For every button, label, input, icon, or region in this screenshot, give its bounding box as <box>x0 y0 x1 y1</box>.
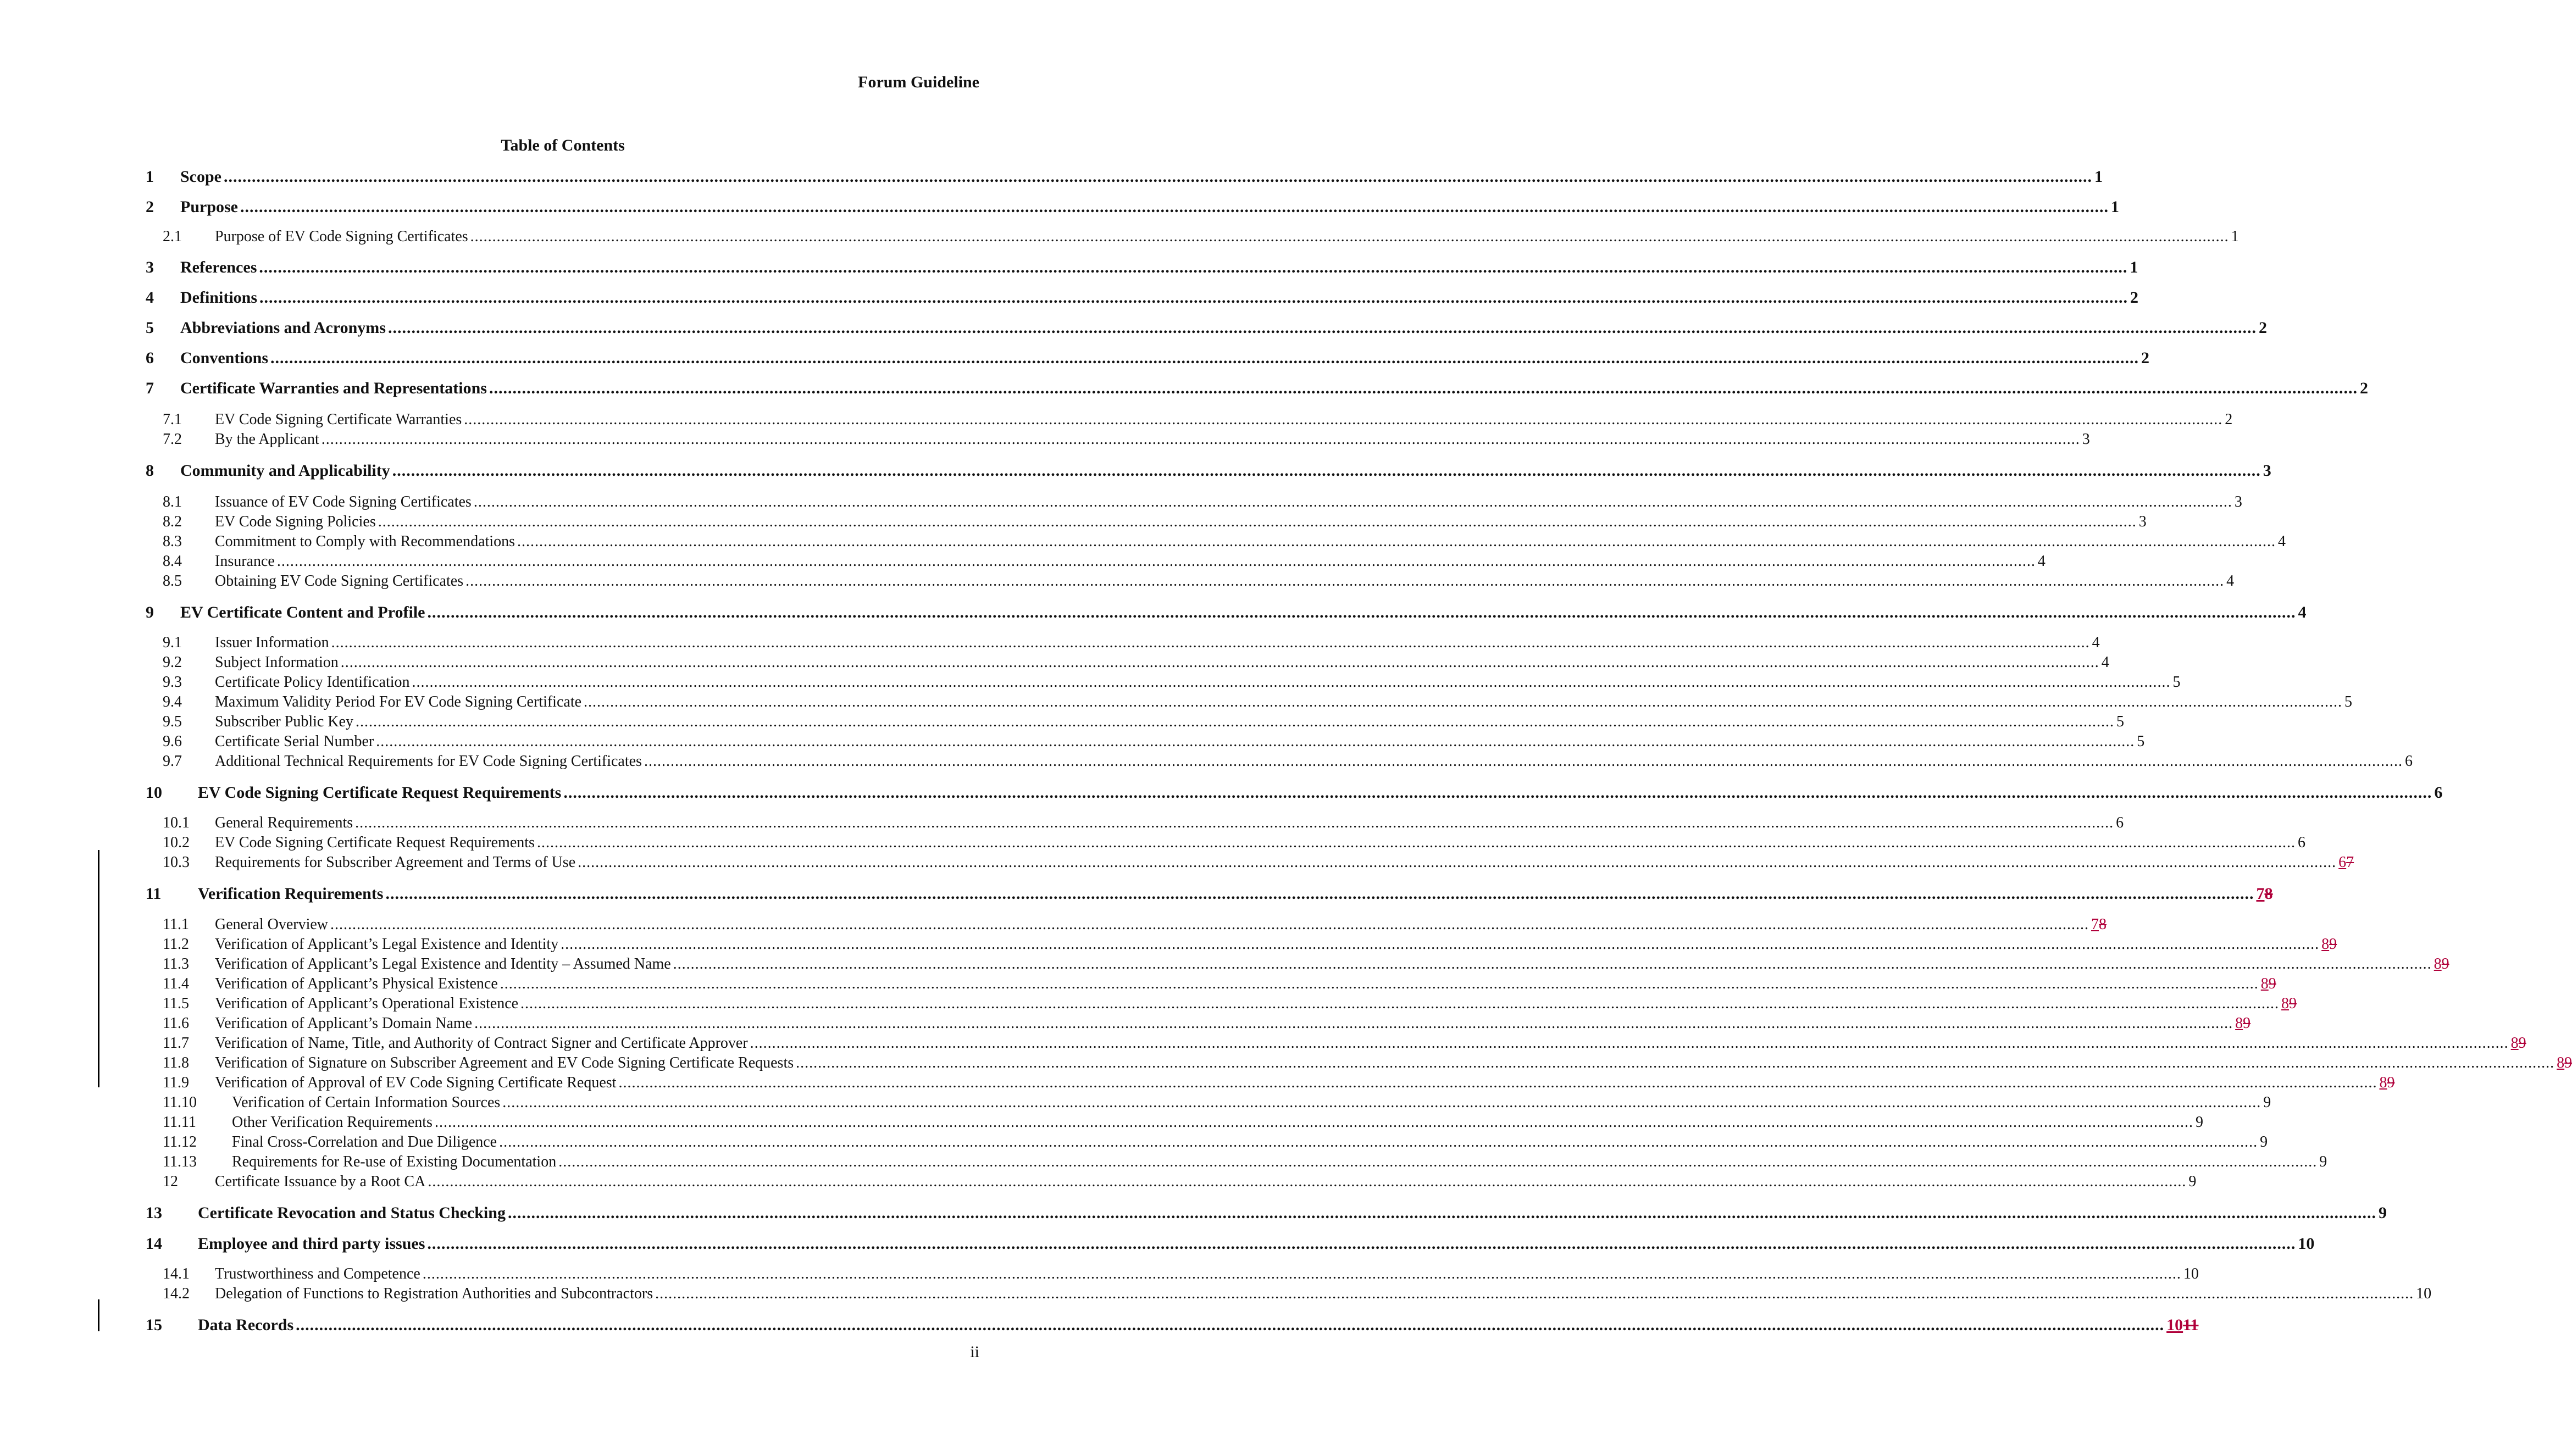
toc-entry[interactable] <box>0 288 2139 310</box>
dot-leader: ................................................................................................................................................................................................................................................................................................................................................................................................................ <box>520 995 2280 1012</box>
toc-entry-title: Certificate Serial Number <box>215 733 376 751</box>
toc-entry[interactable] <box>0 168 2103 190</box>
toc-entry-number: 11.10 <box>163 1094 197 1111</box>
dot-leader: ................................................................................................................................................................................................................................................................................................................................................................................................................ <box>502 1094 2261 1111</box>
toc-entry-title: Verification of Applicant’s Physical Existence <box>215 975 500 993</box>
toc-entry-page: 6 <box>2403 753 2413 770</box>
toc-entry-title: Verification of Applicant’s Operational Existence <box>215 995 520 1013</box>
toc-entry-number: 2.1 <box>163 228 182 245</box>
toc-entry-number: 11.12 <box>163 1133 197 1151</box>
dot-leader: ................................................................................................................................................................................................................................................................................................................................................................................................................ <box>536 834 2296 851</box>
toc-entry[interactable] <box>0 1054 2572 1076</box>
toc-entry-title: Verification of Applicant’s Legal Existence and Identity – Assumed Name <box>215 955 673 973</box>
toc-entry-title: Data Records <box>198 1316 296 1335</box>
toc-entry-page: 9 <box>2193 1114 2203 1131</box>
toc-entry-number: 4 <box>146 288 154 307</box>
toc-entry[interactable] <box>0 513 2147 535</box>
toc-entry[interactable] <box>0 936 2337 958</box>
toc-entry-page: 5 <box>2171 674 2181 691</box>
dot-leader: ................................................................................................................................................................................................................................................................................................................................................................................................................ <box>618 1074 2377 1091</box>
dot-leader: ................................................................................................................................................................................................................................................................................................................................................................................................................ <box>331 634 2090 651</box>
toc-entry[interactable] <box>0 713 2124 735</box>
dot-leader: ................................................................................................................................................................................................................................................................................................................................................................................................................ <box>387 319 2257 337</box>
toc-entry-page <box>2377 1074 2394 1092</box>
toc-entry-page: 2 <box>2139 349 2149 368</box>
toc-entry-title: EV Code Signing Certificate Request Requirements <box>215 834 537 852</box>
toc-entry[interactable] <box>0 654 2109 676</box>
dot-leader: ................................................................................................................................................................................................................................................................................................................................................................................................................ <box>259 258 2128 276</box>
toc-entry-page: 4 <box>2224 573 2234 590</box>
toc-entry[interactable] <box>0 533 2286 555</box>
toc-entry[interactable] <box>0 493 2242 515</box>
toc-entry-page: 4 <box>2099 654 2109 671</box>
dot-leader: ................................................................................................................................................................................................................................................................................................................................................................................................................ <box>655 1285 2414 1302</box>
deleted-page-number: 9 <box>2518 1035 2526 1052</box>
toc-entry-page: 9 <box>2376 1204 2387 1222</box>
toc-entry-number: 10 <box>146 783 162 802</box>
deleted-page-number: 8 <box>2264 885 2273 903</box>
toc-entry-title: Certificate Revocation and Status Checking <box>198 1204 508 1222</box>
toc-entry-number: 5 <box>146 319 154 337</box>
toc-entry-title: Verification of Name, Title, and Authority of Contract Signer and Certificate Approver <box>215 1035 750 1052</box>
dot-leader: ................................................................................................................................................................................................................................................................................................................................................................................................................ <box>489 379 2358 397</box>
toc-entry[interactable] <box>0 1035 2526 1057</box>
toc-entry[interactable] <box>0 319 2267 341</box>
toc-entry-number: 8 <box>146 462 154 480</box>
dot-leader: ................................................................................................................................................................................................................................................................................................................................................................................................................ <box>296 1316 2165 1334</box>
toc-entry-number: 2 <box>146 198 154 216</box>
dot-leader: ................................................................................................................................................................................................................................................................................................................................................................................................................ <box>644 753 2403 770</box>
toc-entry-number: 11.7 <box>163 1035 189 1052</box>
dot-leader: ................................................................................................................................................................................................................................................................................................................................................................................................................ <box>321 431 2080 448</box>
dot-leader: ................................................................................................................................................................................................................................................................................................................................................................................................................ <box>427 1235 2296 1253</box>
toc-entry-title: Verification of Applicant’s Legal Existence and Identity <box>215 936 561 953</box>
deleted-page-number: 7 <box>2346 854 2354 871</box>
toc-entry-number: 8.5 <box>163 573 182 590</box>
toc-entry-page: 3 <box>2080 431 2090 448</box>
toc-entry-number: 9.4 <box>163 693 182 710</box>
toc-entry-number: 12 <box>163 1173 178 1190</box>
toc-entry-page: 3 <box>2261 462 2271 480</box>
toc-entry-title: Purpose <box>180 198 240 216</box>
dot-leader: ................................................................................................................................................................................................................................................................................................................................................................................................................ <box>507 1204 2376 1222</box>
inserted-page-number: 8 <box>2321 936 2330 953</box>
toc-entry-number: 11.3 <box>163 955 189 972</box>
toc-entry[interactable] <box>0 916 2107 938</box>
toc-entry-title: Commitment to Comply with Recommendations <box>215 533 517 551</box>
toc-entry-number: 14.1 <box>163 1265 190 1282</box>
toc-entry[interactable] <box>0 955 2449 977</box>
toc-entry-number: 11 <box>146 885 162 903</box>
toc-entry-title: Issuance of EV Code Signing Certificates <box>215 493 474 511</box>
dot-leader: ................................................................................................................................................................................................................................................................................................................................................................................................................ <box>673 955 2432 972</box>
toc-entry[interactable] <box>0 814 2124 836</box>
inserted-page-number: 8 <box>2260 975 2269 992</box>
toc-entry[interactable] <box>0 1235 2315 1257</box>
dot-leader: ................................................................................................................................................................................................................................................................................................................................................................................................................ <box>340 654 2099 671</box>
toc-entry-number: 9.2 <box>163 654 182 671</box>
toc-entry[interactable] <box>0 1133 2268 1155</box>
toc-entry[interactable] <box>0 258 2138 280</box>
toc-entry-title: Verification of Approval of EV Code Signing Certificate Request <box>215 1074 618 1092</box>
deleted-page-number: 11 <box>2183 1316 2199 1334</box>
toc-entry[interactable] <box>0 854 2354 876</box>
dot-leader: ................................................................................................................................................................................................................................................................................................................................................................................................................ <box>434 1114 2193 1131</box>
toc-entry-title: EV Code Signing Certificate Warranties <box>215 411 464 429</box>
toc-entry-number: 11.8 <box>163 1054 189 1071</box>
deleted-page-number: 9 <box>2387 1074 2395 1091</box>
toc-entry-number: 6 <box>146 349 154 367</box>
toc-entry-title: References <box>180 258 259 277</box>
toc-entry-page: 2 <box>2222 411 2232 429</box>
toc-entry-number: 9.6 <box>163 733 182 750</box>
toc-entry[interactable] <box>0 733 2145 755</box>
toc-entry-title: Abbreviations and Acronyms <box>180 319 388 337</box>
inserted-page-number: 8 <box>2235 1015 2243 1032</box>
dot-leader: ................................................................................................................................................................................................................................................................................................................................................................................................................ <box>796 1054 2555 1071</box>
toc-entry-number: 7.2 <box>163 431 182 448</box>
toc-entry-title: Verification of Certain Information Sources <box>232 1094 502 1112</box>
deleted-page-number: 9 <box>2441 955 2449 972</box>
toc-entry[interactable] <box>0 1074 2395 1096</box>
toc-entry[interactable] <box>0 1265 2199 1287</box>
toc-entry[interactable] <box>0 1285 2432 1307</box>
toc-entry[interactable] <box>0 885 2273 907</box>
toc-entry[interactable] <box>0 1015 2251 1037</box>
toc-entry-page: 1 <box>2229 228 2239 246</box>
toc-entry-page: 5 <box>2135 733 2144 751</box>
toc-entry-number: 9.5 <box>163 713 182 730</box>
toc-entry-title: EV Code Signing Policies <box>215 513 378 531</box>
dot-leader: ................................................................................................................................................................................................................................................................................................................................................................................................................ <box>270 349 2139 367</box>
toc-entry-page: 10 <box>2181 1265 2199 1283</box>
inserted-page-number: 8 <box>2281 995 2290 1012</box>
toc-entry-page: 3 <box>2232 493 2242 511</box>
running-header: Forum Guideline <box>858 73 979 91</box>
toc-entry-number: 8.2 <box>163 513 182 530</box>
toc-entry-number: 11.1 <box>163 916 189 933</box>
toc-entry[interactable] <box>0 431 2090 453</box>
toc-entry-page <box>2164 1316 2198 1335</box>
toc-entry[interactable] <box>0 1204 2387 1226</box>
toc-entry[interactable] <box>0 753 2413 775</box>
toc-entry-page <box>2089 916 2107 933</box>
toc-entry-title: By the Applicant <box>215 431 322 448</box>
toc-entry-number: 10.1 <box>163 814 190 831</box>
toc-entry[interactable] <box>0 975 2276 997</box>
toc-entry-page <box>2336 854 2354 871</box>
toc-entry-title: Requirements for Subscriber Agreement and Terms of Use <box>215 854 578 871</box>
inserted-page-number: 6 <box>2338 854 2347 871</box>
toc-entry-title: Verification Requirements <box>198 885 385 903</box>
toc-entry[interactable] <box>0 834 2305 856</box>
toc-entry-number: 7.1 <box>163 411 182 428</box>
toc-entry-page: 6 <box>2296 834 2305 852</box>
toc-entry-page: 4 <box>2296 603 2306 622</box>
toc-entry[interactable] <box>0 198 2119 220</box>
toc-entry-title: Insurance <box>215 553 277 570</box>
toc-entry[interactable] <box>0 783 2443 805</box>
toc-entry-title: Subscriber Public Key <box>215 713 356 731</box>
toc-entry-title: Verification of Signature on Subscriber Agreement and EV Code Signing Certificate Requests <box>215 1054 796 1072</box>
dot-leader: ................................................................................................................................................................................................................................................................................................................................................................................................................ <box>427 603 2296 621</box>
inserted-page-number: 7 <box>2256 885 2265 903</box>
toc-entry-page: 10 <box>2414 1285 2431 1303</box>
toc-entry-page: 1 <box>2127 258 2138 277</box>
inserted-page-number: 10 <box>2166 1316 2183 1334</box>
toc-entry-title: Certificate Warranties and Representations <box>180 379 489 398</box>
dot-leader: ................................................................................................................................................................................................................................................................................................................................................................................................................ <box>561 936 2320 953</box>
dot-leader: ................................................................................................................................................................................................................................................................................................................................................................................................................ <box>500 975 2259 992</box>
toc-heading: Table of Contents <box>501 136 625 154</box>
dot-leader: ................................................................................................................................................................................................................................................................................................................................................................................................................ <box>330 916 2089 933</box>
dot-leader: ................................................................................................................................................................................................................................................................................................................................................................................................................ <box>355 713 2114 730</box>
dot-leader: ................................................................................................................................................................................................................................................................................................................................................................................................................ <box>224 168 2092 186</box>
toc-entry-number: 15 <box>146 1316 162 1334</box>
deleted-page-number: 9 <box>2329 936 2337 953</box>
toc-entry-title: Scope <box>180 168 224 186</box>
toc-entry-page: 3 <box>2137 513 2147 531</box>
toc-entry-number: 11.9 <box>163 1074 189 1091</box>
page-number: ii <box>970 1343 979 1361</box>
toc-entry-page <box>2319 936 2337 953</box>
dot-leader: ................................................................................................................................................................................................................................................................................................................................................................................................................ <box>558 1153 2318 1170</box>
toc-entry-number: 8.3 <box>163 533 182 550</box>
toc-entry-title: Conventions <box>180 349 270 368</box>
toc-entry-title: Obtaining EV Code Signing Certificates <box>215 573 465 590</box>
inserted-page-number: 7 <box>2091 916 2099 933</box>
toc-entry-title: EV Certificate Content and Profile <box>180 603 427 622</box>
toc-entry[interactable] <box>0 1114 2203 1136</box>
deleted-page-number: 8 <box>2099 916 2107 933</box>
toc-entry-number: 11.2 <box>163 936 189 953</box>
dot-leader: ................................................................................................................................................................................................................................................................................................................................................................................................................ <box>385 885 2254 903</box>
toc-entry-title: Certificate Issuance by a Root CA <box>215 1173 428 1191</box>
toc-entry-title: EV Code Signing Certificate Request Requirements <box>198 783 563 802</box>
dot-leader: ................................................................................................................................................................................................................................................................................................................................................................................................................ <box>428 1173 2187 1190</box>
toc-entry-page: 4 <box>2276 533 2286 551</box>
deleted-page-number: 9 <box>2243 1015 2251 1032</box>
dot-leader: ................................................................................................................................................................................................................................................................................................................................................................................................................ <box>259 288 2128 307</box>
toc-entry[interactable] <box>0 462 2271 484</box>
toc-entry[interactable] <box>0 1153 2327 1175</box>
toc-entry-title: Final Cross-Correlation and Due Diligence <box>232 1133 499 1151</box>
toc-entry-number: 8.4 <box>163 553 182 570</box>
change-bar <box>98 850 99 1087</box>
toc-entry-title: Subject Information <box>215 654 341 671</box>
toc-entry-title: Requirements for Re-use of Existing Documentation <box>232 1153 558 1171</box>
toc-entry-number: 11.4 <box>163 975 189 992</box>
dot-leader: ................................................................................................................................................................................................................................................................................................................................................................................................................ <box>578 854 2337 871</box>
dot-leader: ................................................................................................................................................................................................................................................................................................................................................................................................................ <box>464 411 2223 428</box>
toc-entry[interactable] <box>0 349 2150 371</box>
toc-entry[interactable] <box>0 1094 2271 1116</box>
toc-entry-number: 13 <box>146 1204 162 1222</box>
toc-entry-page <box>2432 955 2449 973</box>
deleted-page-number: 9 <box>2289 995 2297 1012</box>
toc-entry-title: Trustworthiness and Competence <box>215 1265 423 1283</box>
dot-leader: ................................................................................................................................................................................................................................................................................................................................................................................................................ <box>276 553 2036 570</box>
toc-entry-title: General Overview <box>215 916 330 933</box>
toc-entry-number: 1 <box>146 168 154 186</box>
toc-entry-number: 11.11 <box>163 1114 196 1131</box>
toc-entry-title: Issuer Information <box>215 634 331 652</box>
toc-entry-page: 2 <box>2358 379 2368 398</box>
dot-leader: ................................................................................................................................................................................................................................................................................................................................................................................................................ <box>355 814 2114 831</box>
toc-entry-title: Other Verification Requirements <box>232 1114 435 1131</box>
toc-entry-page: 6 <box>2114 814 2124 832</box>
toc-entry-number: 9.1 <box>163 634 182 651</box>
toc-entry-number: 10.2 <box>163 834 190 851</box>
toc-entry-number: 11.13 <box>163 1153 197 1170</box>
dot-leader: ................................................................................................................................................................................................................................................................................................................................................................................................................ <box>750 1035 2509 1052</box>
toc-entry-number: 10.3 <box>163 854 190 871</box>
toc-entry-number: 3 <box>146 258 154 276</box>
dot-leader: ................................................................................................................................................................................................................................................................................................................................................................................................................ <box>240 198 2109 216</box>
toc-entry-number: 9.7 <box>163 753 182 770</box>
toc-entry[interactable] <box>0 634 2100 656</box>
toc-entry-page: 9 <box>2258 1133 2268 1151</box>
toc-entry[interactable] <box>0 228 2239 250</box>
inserted-page-number: 8 <box>2557 1054 2565 1071</box>
toc-entry[interactable] <box>0 379 2368 401</box>
toc-entry-title: Additional Technical Requirements for EV Code Signing Certificates <box>215 753 644 770</box>
toc-entry-title: General Requirements <box>215 814 355 832</box>
toc-entry-number: 9 <box>146 603 154 621</box>
toc-entry-page: 4 <box>2036 553 2046 570</box>
toc-entry-title: Purpose of EV Code Signing Certificates <box>215 228 470 246</box>
toc-entry-number: 11.6 <box>163 1015 189 1032</box>
dot-leader: ................................................................................................................................................................................................................................................................................................................................................................................................................ <box>563 783 2432 802</box>
dot-leader: ................................................................................................................................................................................................................................................................................................................................................................................................................ <box>517 533 2276 550</box>
toc-entry-page <box>2259 975 2276 993</box>
toc-entry-title: Verification of Applicant’s Domain Name <box>215 1015 474 1032</box>
toc-entry-number: 9.3 <box>163 674 182 691</box>
toc-entry[interactable] <box>0 1173 2197 1195</box>
dot-leader: ................................................................................................................................................................................................................................................................................................................................................................................................................ <box>584 693 2343 710</box>
toc-entry-page: 2 <box>2128 288 2138 307</box>
deleted-page-number: 9 <box>2268 975 2276 992</box>
toc-entry[interactable] <box>0 553 2046 575</box>
toc-entry-title: Certificate Policy Identification <box>215 674 412 691</box>
toc-entry-page: 5 <box>2114 713 2124 731</box>
toc-entry[interactable] <box>0 693 2353 715</box>
toc-entry-title: Definitions <box>180 288 259 307</box>
toc-entry-page: 4 <box>2090 634 2100 652</box>
toc-entry-page <box>2509 1035 2526 1052</box>
change-bar <box>98 1299 99 1331</box>
dot-leader: ................................................................................................................................................................................................................................................................................................................................................................................................................ <box>473 493 2232 510</box>
dot-leader: ................................................................................................................................................................................................................................................................................................................................................................................................................ <box>422 1265 2181 1282</box>
toc-entry-page: 1 <box>2092 168 2103 186</box>
toc-entry-number: 8.1 <box>163 493 182 510</box>
toc-entry-page: 5 <box>2342 693 2352 711</box>
toc-entry-title: Delegation of Functions to Registration Authorities and Subcontractors <box>215 1285 655 1303</box>
inserted-page-number: 8 <box>2510 1035 2519 1052</box>
toc-entry[interactable] <box>0 603 2307 625</box>
toc-entry-page: 6 <box>2432 783 2442 802</box>
toc-entry-page <box>2279 995 2297 1013</box>
toc-entry-title: Employee and third party issues <box>198 1235 427 1253</box>
toc-entry[interactable] <box>0 573 2235 594</box>
toc-entry-page: 10 <box>2296 1235 2314 1253</box>
toc-entry-page: 9 <box>2186 1173 2196 1191</box>
toc-entry-page <box>2254 885 2272 903</box>
toc-entry-number: 14.2 <box>163 1285 190 1302</box>
dot-leader: ................................................................................................................................................................................................................................................................................................................................................................................................................ <box>412 674 2171 691</box>
deleted-page-number: 9 <box>2564 1054 2572 1071</box>
toc-entry[interactable] <box>0 995 2297 1017</box>
toc-entry-page <box>2233 1015 2250 1032</box>
toc-entry-page: 1 <box>2109 198 2119 216</box>
toc-entry-title: Community and Applicability <box>180 462 392 480</box>
dot-leader: ................................................................................................................................................................................................................................................................................................................................................................................................................ <box>376 733 2135 750</box>
dot-leader: ................................................................................................................................................................................................................................................................................................................................................................................................................ <box>392 462 2261 480</box>
inserted-page-number: 8 <box>2379 1074 2387 1091</box>
dot-leader: ................................................................................................................................................................................................................................................................................................................................................................................................................ <box>378 513 2137 530</box>
dot-leader: ................................................................................................................................................................................................................................................................................................................................................................................................................ <box>465 573 2225 590</box>
toc-entry[interactable] <box>0 1316 2199 1338</box>
toc-entry-page: 9 <box>2261 1094 2271 1112</box>
toc-entry-number: 14 <box>146 1235 162 1253</box>
dot-leader: ................................................................................................................................................................................................................................................................................................................................................................................................................ <box>499 1133 2258 1151</box>
toc-entry-page <box>2554 1054 2572 1072</box>
dot-leader: ................................................................................................................................................................................................................................................................................................................................................................................................................ <box>470 228 2229 245</box>
toc-entry[interactable] <box>0 674 2181 696</box>
toc-entry-page: 9 <box>2317 1153 2327 1171</box>
toc-entry-number: 7 <box>146 379 154 397</box>
dot-leader: ................................................................................................................................................................................................................................................................................................................................................................................................................ <box>474 1015 2233 1032</box>
toc-entry-number: 11.5 <box>163 995 189 1012</box>
toc-entry-title: Maximum Validity Period For EV Code Signing Certificate <box>215 693 584 711</box>
toc-entry-page: 2 <box>2257 319 2267 337</box>
toc-entry[interactable] <box>0 411 2233 433</box>
inserted-page-number: 8 <box>2434 955 2442 972</box>
